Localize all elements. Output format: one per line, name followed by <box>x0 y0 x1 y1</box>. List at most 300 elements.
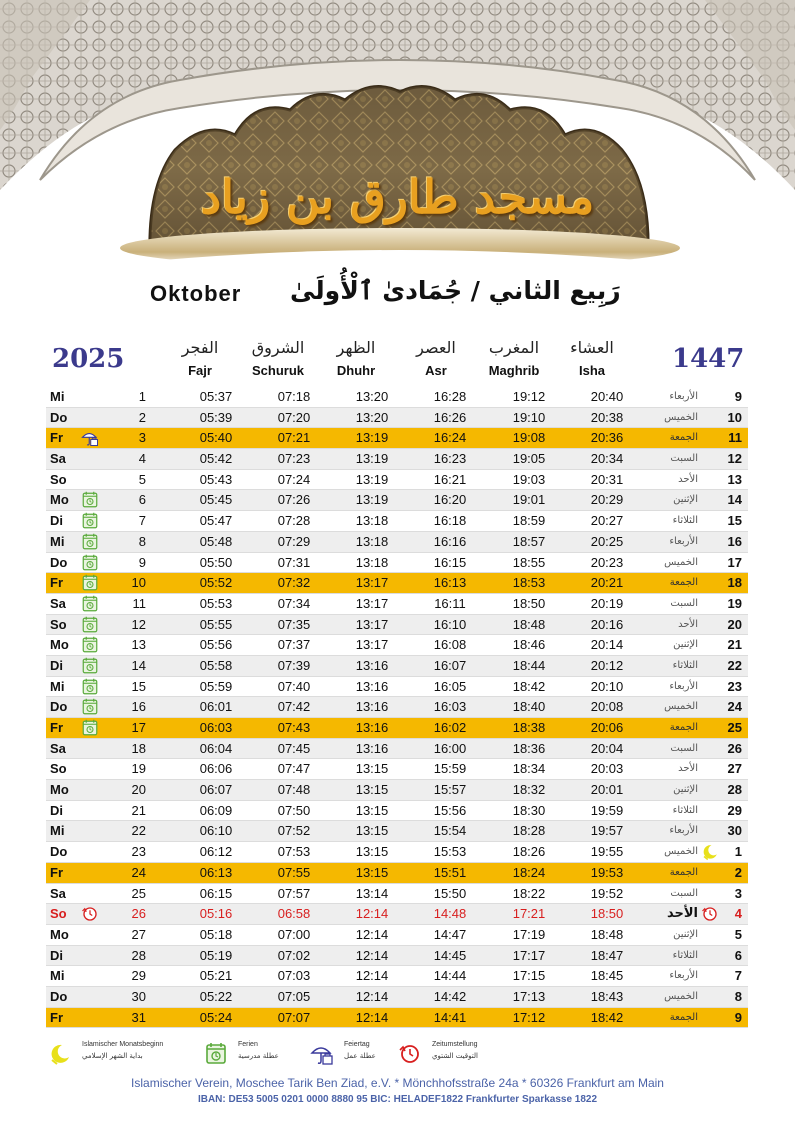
weekday-cell: Di <box>50 947 63 963</box>
hijri-day-cell: 30 <box>727 823 742 839</box>
day-cell: 3 <box>138 430 146 446</box>
legend-label-german: Ferien <box>238 1041 258 1048</box>
isha-time: 20:27 <box>590 513 624 529</box>
isha-time: 18:48 <box>590 926 624 942</box>
schuruk-time: 07:57 <box>277 885 311 901</box>
table-row <box>46 904 748 925</box>
fajr-time: 06:12 <box>199 844 233 860</box>
schuruk-time: 07:55 <box>277 864 311 880</box>
dhuhr-time: 13:16 <box>355 740 389 756</box>
day-cell: 25 <box>131 885 146 901</box>
day-cell: 28 <box>131 947 146 963</box>
maghrib-time: 17:19 <box>512 926 546 942</box>
dhuhr-time: 13:19 <box>355 430 389 446</box>
weekday-arabic-cell: الجمعة <box>669 1011 698 1023</box>
weekday-cell: So <box>50 761 67 777</box>
hijri-day-cell: 22 <box>727 657 742 673</box>
table-row <box>46 718 748 739</box>
fajr-time: 05:24 <box>199 1009 233 1025</box>
fajr-time: 06:06 <box>199 761 233 777</box>
weekday-cell: Mo <box>50 782 69 798</box>
weekday-arabic-cell: الجمعة <box>669 577 698 589</box>
day-cell: 27 <box>131 926 146 942</box>
hijri-day-cell: 1 <box>734 844 742 860</box>
day-cell: 11 <box>132 595 146 611</box>
column-header-asr <box>396 338 476 378</box>
weekday-arabic-cell: الخميس <box>664 556 698 568</box>
moon-icon <box>700 843 720 861</box>
table-row <box>46 470 748 491</box>
dhuhr-time: 12:14 <box>355 926 389 942</box>
weekday-cell: Mi <box>50 533 65 549</box>
schuruk-time: 07:39 <box>277 657 311 673</box>
weekday-arabic-cell: السبت <box>670 742 698 754</box>
maghrib-time: 18:46 <box>512 637 546 653</box>
fajr-time: 05:40 <box>199 430 233 446</box>
fajr-time: 05:37 <box>199 389 233 404</box>
day-cell: 15 <box>131 678 146 694</box>
table-row <box>46 821 748 842</box>
asr-time: 14:48 <box>433 906 467 922</box>
fajr-time: 05:56 <box>199 637 233 653</box>
weekday-cell: Mi <box>50 968 65 984</box>
asr-time: 16:15 <box>433 554 467 570</box>
schuruk-time: 07:20 <box>277 409 311 425</box>
day-cell: 22 <box>131 823 146 839</box>
day-cell: 31 <box>131 1009 146 1025</box>
asr-time: 14:41 <box>433 1009 467 1025</box>
maghrib-time: 17:15 <box>512 968 546 984</box>
isha-time: 20:29 <box>590 492 624 508</box>
vacation-icon <box>80 574 100 592</box>
header-arch-artwork <box>0 0 795 285</box>
table-row <box>46 946 748 967</box>
isha-time: 20:38 <box>590 409 624 425</box>
vacation-icon <box>80 533 100 551</box>
schuruk-time: 07:21 <box>277 430 311 446</box>
day-cell: 16 <box>131 699 146 715</box>
isha-time: 20:40 <box>590 389 624 404</box>
maghrib-time: 18:44 <box>512 657 546 673</box>
hijri-day-cell: 18 <box>727 575 742 591</box>
isha-time: 20:25 <box>590 533 624 549</box>
day-cell: 20 <box>131 782 146 798</box>
column-header-arabic: المغرب <box>488 338 540 357</box>
isha-time: 19:57 <box>590 823 624 839</box>
day-cell: 19 <box>131 761 146 777</box>
day-cell: 9 <box>138 554 146 570</box>
weekday-arabic-cell: الخميس <box>664 846 698 858</box>
fajr-time: 05:16 <box>199 906 233 922</box>
fajr-time: 05:53 <box>199 595 233 611</box>
dhuhr-time: 13:20 <box>355 389 389 404</box>
clock-icon <box>398 1042 422 1066</box>
table-row <box>46 1008 748 1029</box>
maghrib-time: 18:50 <box>512 595 546 611</box>
dhuhr-time: 13:15 <box>355 864 389 880</box>
weekday-cell: Sa <box>50 885 66 901</box>
weekday-arabic-cell: الأحد <box>678 618 698 630</box>
isha-time: 20:03 <box>590 761 624 777</box>
isha-time: 19:52 <box>590 885 624 901</box>
weekday-arabic-cell: الجمعة <box>669 432 698 444</box>
weekday-cell: Do <box>50 844 68 860</box>
column-header-arabic: العشاء <box>570 338 614 357</box>
schuruk-time: 07:45 <box>277 740 311 756</box>
maghrib-time: 18:26 <box>512 844 546 860</box>
table-row <box>46 408 748 429</box>
maghrib-time: 18:28 <box>512 823 546 839</box>
weekday-arabic-cell: الأحد <box>678 473 698 485</box>
weekday-arabic-cell: الإثنين <box>673 784 698 796</box>
fajr-time: 05:39 <box>199 409 233 425</box>
fajr-time: 05:45 <box>199 492 233 508</box>
asr-time: 16:18 <box>433 513 467 529</box>
table-row <box>46 801 748 822</box>
weekday-arabic-cell: الأربعاء <box>669 391 698 402</box>
weekday-arabic-cell: الإثنين <box>673 494 698 506</box>
asr-time: 16:07 <box>433 657 467 673</box>
asr-time: 16:24 <box>433 430 467 446</box>
maghrib-time: 18:22 <box>512 885 546 901</box>
footer-bank-details: IBAN: DE53 5005 0201 0000 8880 95 BIC: HELADEF1822 Frankfurter Sparkasse 1822 <box>197 1094 598 1105</box>
asr-time: 16:26 <box>433 409 467 425</box>
month-name-hijri: رَبِيع الثاني / جُمَادىٰ ٱلْأُولَىٰ <box>290 276 621 305</box>
weekday-arabic-cell: الثلاثاء <box>672 804 698 816</box>
hijri-day-cell: 20 <box>727 616 742 632</box>
day-cell: 1 <box>138 389 146 404</box>
table-row <box>46 925 748 946</box>
column-header-dhuhr <box>316 338 396 378</box>
month-name-german: Oktober <box>150 281 242 306</box>
weekday-arabic-cell: الأربعاء <box>669 825 698 837</box>
maghrib-time: 17:21 <box>512 906 546 922</box>
asr-time: 15:59 <box>433 761 467 777</box>
hijri-day-cell: 23 <box>727 678 742 694</box>
weekday-arabic-cell: الجمعة <box>669 866 698 878</box>
maghrib-time: 19:01 <box>512 492 546 508</box>
hijri-day-cell: 11 <box>728 430 742 446</box>
table-row <box>46 697 748 718</box>
table-row <box>46 553 748 574</box>
schuruk-time: 07:43 <box>277 720 311 735</box>
day-cell: 23 <box>131 844 146 860</box>
weekday-arabic-cell: الأربعاء <box>669 970 698 982</box>
weekday-arabic-cell: الثلاثاء <box>672 659 698 671</box>
fajr-time: 05:48 <box>199 533 233 549</box>
fajr-time: 06:15 <box>199 885 233 901</box>
column-header-schuruk <box>238 338 318 378</box>
weekday-cell: Fr <box>50 720 63 735</box>
weekday-arabic-cell: الخميس <box>664 701 698 713</box>
dhuhr-time: 13:15 <box>355 844 389 860</box>
day-cell: 8 <box>138 533 146 549</box>
schuruk-time: 07:00 <box>277 926 311 942</box>
dhuhr-time: 12:14 <box>355 906 389 922</box>
isha-time: 18:47 <box>590 947 624 963</box>
table-row <box>46 428 748 449</box>
legend <box>48 1040 748 1074</box>
isha-time: 20:31 <box>590 471 624 487</box>
weekday-arabic-cell: الأربعاء <box>669 680 698 692</box>
column-header-german: Isha <box>578 363 605 378</box>
maghrib-time: 18:30 <box>512 802 546 818</box>
dhuhr-time: 13:17 <box>355 637 389 653</box>
hijri-day-cell: 12 <box>727 451 742 467</box>
schuruk-time: 07:03 <box>277 968 311 984</box>
gregorian-year: 2025 <box>52 344 125 374</box>
asr-time: 16:13 <box>433 575 467 591</box>
isha-time: 18:43 <box>590 988 624 1004</box>
schuruk-time: 07:53 <box>277 844 311 860</box>
legend-label-arabic: التوقيت الشتوي <box>432 1052 478 1060</box>
vacation-icon <box>80 491 100 509</box>
fajr-time: 05:22 <box>199 988 233 1004</box>
day-cell: 24 <box>131 864 146 880</box>
weekday-arabic-cell: الثلاثاء <box>672 515 698 527</box>
hijri-day-cell: 25 <box>727 720 742 735</box>
schuruk-time: 07:31 <box>277 554 311 570</box>
weekday-arabic-cell: الأحد <box>678 763 698 775</box>
asr-time: 14:42 <box>433 988 467 1004</box>
dhuhr-time: 13:17 <box>355 595 389 611</box>
hijri-day-cell: 21 <box>727 637 742 653</box>
fajr-time: 05:47 <box>199 513 233 529</box>
schuruk-time: 07:35 <box>277 616 311 632</box>
mosque-name-calligraphy: مسجد طارق بن زياد <box>200 170 595 224</box>
isha-time: 18:50 <box>590 906 624 922</box>
fajr-time: 05:19 <box>199 947 233 963</box>
isha-time: 20:04 <box>590 740 624 756</box>
column-header-german: Schuruk <box>251 363 304 378</box>
maghrib-time: 19:03 <box>512 471 546 487</box>
maghrib-time: 18:40 <box>512 699 546 715</box>
holiday-icon <box>80 429 100 447</box>
schuruk-time: 07:37 <box>277 637 311 653</box>
day-cell: 2 <box>138 409 146 425</box>
hijri-day-cell: 19 <box>727 595 742 611</box>
weekday-cell: Do <box>50 699 68 715</box>
weekday-cell: Do <box>50 988 68 1004</box>
weekday-cell: Sa <box>50 595 66 611</box>
dhuhr-time: 13:17 <box>355 616 389 632</box>
vacation-icon <box>80 616 100 634</box>
vacation-icon <box>204 1042 228 1066</box>
isha-time: 20:23 <box>590 554 624 570</box>
dhuhr-time: 13:20 <box>355 409 389 425</box>
fajr-time: 05:18 <box>199 926 233 942</box>
maghrib-time: 19:08 <box>512 430 546 446</box>
legend-label-german: Islamischer Monatsbeginn <box>82 1041 164 1048</box>
hijri-day-cell: 17 <box>727 554 742 570</box>
day-cell: 30 <box>131 988 146 1004</box>
schuruk-time: 07:48 <box>277 782 311 798</box>
prayer-times-table <box>46 387 748 1028</box>
asr-time: 16:00 <box>433 740 467 756</box>
clock-icon <box>700 905 720 923</box>
legend-label-german: Zeitumstellung <box>432 1041 478 1048</box>
schuruk-time: 07:52 <box>277 823 311 839</box>
day-cell: 13 <box>131 637 146 653</box>
weekday-cell: Di <box>50 802 63 818</box>
fajr-time: 06:03 <box>199 720 233 735</box>
schuruk-time: 07:50 <box>277 802 311 818</box>
weekday-arabic-cell: الإثنين <box>673 928 698 940</box>
table-row <box>46 739 748 760</box>
day-cell: 29 <box>131 968 146 984</box>
table-row <box>46 490 748 511</box>
schuruk-time: 07:26 <box>277 492 311 508</box>
isha-time: 19:55 <box>590 844 624 860</box>
fajr-time: 05:50 <box>199 554 233 570</box>
column-header-german: Fajr <box>188 363 212 378</box>
footer-address: Islamischer Verein, Moschee Tarik Ben Ziad, e.V. * Mönchhofsstraße 24a * 60326 Frankfurt am Main <box>131 1076 664 1090</box>
column-header-arabic: الظهر <box>336 338 376 357</box>
maghrib-time: 18:59 <box>512 513 546 529</box>
dhuhr-time: 12:14 <box>355 1009 389 1025</box>
vacation-icon <box>80 678 100 696</box>
legend-label-german: Feiertag <box>344 1041 370 1048</box>
asr-time: 14:47 <box>433 926 467 942</box>
weekday-cell: Do <box>50 554 68 570</box>
maghrib-time: 19:10 <box>512 409 546 425</box>
isha-time: 20:36 <box>590 430 624 446</box>
asr-time: 16:10 <box>433 616 467 632</box>
asr-time: 16:20 <box>433 492 467 508</box>
holiday-icon <box>310 1042 334 1066</box>
table-row <box>46 842 748 863</box>
table-row <box>46 594 748 615</box>
fajr-time: 06:07 <box>199 782 233 798</box>
legend-label-arabic: عطلة مدرسية <box>238 1052 279 1060</box>
fajr-time: 06:04 <box>199 740 233 756</box>
fajr-time: 05:42 <box>199 451 233 467</box>
isha-time: 20:10 <box>590 678 624 694</box>
table-row <box>46 532 748 553</box>
schuruk-time: 07:40 <box>277 678 311 694</box>
asr-time: 16:03 <box>433 699 467 715</box>
day-cell: 4 <box>138 451 146 467</box>
table-row <box>46 615 748 636</box>
dhuhr-time: 13:15 <box>355 782 389 798</box>
weekday-cell: So <box>50 471 67 487</box>
weekday-cell: Mo <box>50 492 69 508</box>
hijri-year: 1447 <box>672 344 745 374</box>
day-cell: 6 <box>138 492 146 508</box>
schuruk-time: 07:29 <box>277 533 311 549</box>
table-row <box>46 884 748 905</box>
day-cell: 12 <box>131 616 146 632</box>
column-header-german: Dhuhr <box>336 363 376 378</box>
schuruk-time: 07:23 <box>277 451 311 467</box>
table-row <box>46 987 748 1008</box>
table-row <box>46 966 748 987</box>
hijri-day-cell: 2 <box>734 864 742 880</box>
schuruk-time: 07:42 <box>277 699 311 715</box>
fajr-time: 06:13 <box>199 864 233 880</box>
weekday-arabic-cell: الأحد <box>666 906 698 922</box>
maghrib-time: 18:57 <box>512 533 546 549</box>
weekday-arabic-cell: الجمعة <box>669 722 698 733</box>
dhuhr-time: 13:18 <box>355 533 389 549</box>
isha-time: 20:21 <box>590 575 624 591</box>
asr-time: 15:53 <box>433 844 467 860</box>
legend-label-arabic: عطلة عمل <box>344 1052 376 1060</box>
fajr-time: 05:55 <box>199 616 233 632</box>
isha-time: 20:16 <box>590 616 624 632</box>
dhuhr-time: 13:19 <box>355 471 389 487</box>
schuruk-time: 07:05 <box>277 988 311 1004</box>
asr-time: 16:23 <box>433 451 467 467</box>
day-cell: 21 <box>131 802 146 818</box>
weekday-cell: Fr <box>50 430 63 446</box>
moon-icon <box>48 1042 72 1066</box>
asr-time: 15:51 <box>433 864 467 880</box>
vacation-icon <box>80 595 100 613</box>
column-header-german: Maghrib <box>488 363 540 378</box>
fajr-time: 05:59 <box>199 678 233 694</box>
isha-time: 18:45 <box>590 968 624 984</box>
table-row <box>46 449 748 470</box>
hijri-day-cell: 16 <box>727 533 742 549</box>
vacation-icon <box>80 636 100 654</box>
weekday-arabic-cell: الخميس <box>664 990 698 1002</box>
asr-time: 16:05 <box>433 678 467 694</box>
fajr-time: 05:21 <box>199 968 233 984</box>
day-cell: 17 <box>131 720 146 735</box>
weekday-cell: Mo <box>50 637 69 653</box>
asr-time: 14:44 <box>433 968 467 984</box>
clock-icon <box>80 905 100 923</box>
isha-time: 20:14 <box>590 637 624 653</box>
day-cell: 26 <box>131 906 146 922</box>
dhuhr-time: 13:18 <box>355 554 389 570</box>
schuruk-time: 07:02 <box>277 947 311 963</box>
fajr-time: 06:09 <box>199 802 233 818</box>
isha-time: 19:53 <box>590 864 624 880</box>
weekday-cell: Fr <box>50 1009 63 1025</box>
schuruk-time: 07:47 <box>277 761 311 777</box>
column-header-arabic: الشروق <box>251 338 305 357</box>
dhuhr-time: 13:16 <box>355 657 389 673</box>
weekday-cell: So <box>50 616 67 632</box>
maghrib-time: 19:12 <box>512 389 546 404</box>
weekday-cell: Sa <box>50 740 66 756</box>
isha-time: 20:19 <box>590 595 624 611</box>
asr-time: 15:54 <box>433 823 467 839</box>
hijri-day-cell: 10 <box>727 409 742 425</box>
isha-time: 18:42 <box>590 1009 624 1025</box>
asr-time: 15:50 <box>433 885 467 901</box>
fajr-time: 06:10 <box>199 823 233 839</box>
weekday-arabic-cell: السبت <box>670 597 698 609</box>
weekday-cell: Mi <box>50 678 65 694</box>
day-cell: 14 <box>131 657 146 673</box>
weekday-arabic-cell: الإثنين <box>673 639 698 651</box>
hijri-day-cell: 28 <box>727 782 742 798</box>
maghrib-time: 18:36 <box>512 740 546 756</box>
weekday-arabic-cell: الخميس <box>664 411 698 423</box>
column-header-isha <box>552 338 632 378</box>
day-cell: 10 <box>131 575 146 591</box>
schuruk-time: 07:07 <box>277 1009 311 1025</box>
hijri-day-cell: 7 <box>734 968 742 984</box>
hijri-day-cell: 14 <box>727 492 742 508</box>
dhuhr-time: 13:14 <box>355 885 389 901</box>
schuruk-time: 07:34 <box>277 595 311 611</box>
hijri-day-cell: 26 <box>727 740 742 756</box>
day-cell: 18 <box>131 740 146 756</box>
